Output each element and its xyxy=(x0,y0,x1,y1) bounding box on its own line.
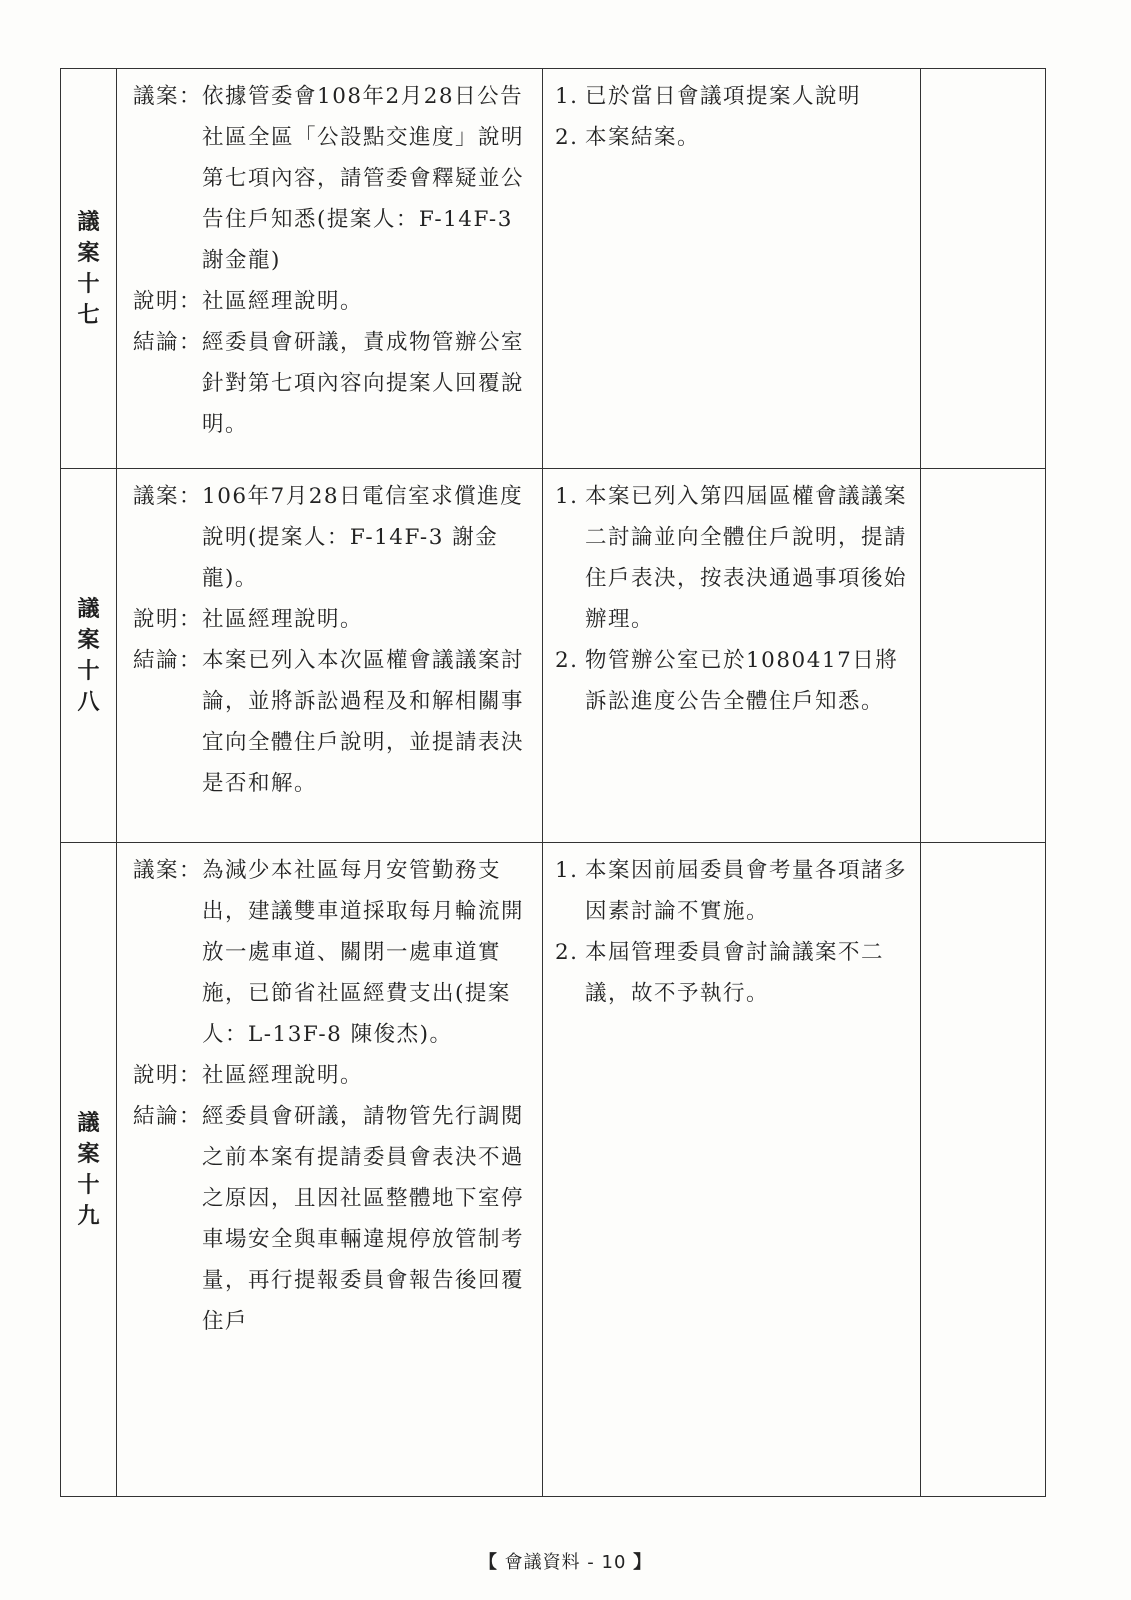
table-row xyxy=(61,843,1046,1497)
conclusion-text: 本案已列入本次區權會議議案討論，並將訴訟過程及和解相關事宜向全體住戶說明，並提請表決是否和解。 xyxy=(202,648,525,796)
note-number: 1. xyxy=(555,484,579,509)
proposal-item xyxy=(133,850,530,1055)
page-footer xyxy=(0,1548,1131,1574)
row-label: 議案十九 xyxy=(77,1109,100,1229)
explain-key: 說明： xyxy=(133,1063,203,1088)
notes-cell xyxy=(543,843,921,1497)
note-number: 1. xyxy=(555,858,579,883)
table-row xyxy=(61,469,1046,843)
notes-cell xyxy=(543,69,921,469)
note-item xyxy=(555,476,908,640)
remarks-cell xyxy=(921,69,1046,469)
conclusion-key: 結論： xyxy=(133,1104,203,1129)
explain-text: 社區經理說明。 xyxy=(202,1063,364,1088)
conclusion-text: 經委員會研議，責成物管辦公室針對第七項內容向提案人回覆說明。 xyxy=(202,330,525,437)
conclusion-key: 結論： xyxy=(133,330,203,355)
remarks-cell xyxy=(921,469,1046,843)
note-number: 1. xyxy=(555,84,579,109)
note-item xyxy=(555,76,908,117)
proposal-key: 議案： xyxy=(133,84,203,109)
minutes-table xyxy=(60,68,1046,1497)
conclusion-item xyxy=(133,640,530,804)
row-label: 議案十七 xyxy=(77,208,100,328)
proposal-item xyxy=(133,76,530,281)
explain-item xyxy=(133,599,530,640)
note-text: 本案已列入第四屆區權會議議案二討論並向全體住戶說明，提請住戶表決，按表決通過事項後始辦理。 xyxy=(585,484,908,632)
notes-cell xyxy=(543,469,921,843)
explain-text: 社區經理說明。 xyxy=(202,289,364,314)
footer-open-bracket: 【 xyxy=(478,1552,498,1573)
note-number: 2. xyxy=(555,940,579,965)
proposal-key: 議案： xyxy=(133,484,203,509)
note-text: 已於當日會議項提案人說明 xyxy=(585,84,862,109)
proposal-key: 議案： xyxy=(133,858,203,883)
proposal-item xyxy=(133,476,530,599)
note-text: 物管辦公室已於1080417日將訴訟進度公告全體住戶知悉。 xyxy=(585,648,899,714)
note-number: 2. xyxy=(555,125,579,150)
note-text: 本案結案。 xyxy=(585,125,701,150)
explain-item xyxy=(133,281,530,322)
conclusion-text: 經委員會研議，請物管先行調閱之前本案有提請委員會表決不過之原因，且因社區整體地下室停車場安全與車輛違規停放管制考量，再行提報委員會報告後回覆住戶 xyxy=(202,1104,525,1334)
note-text: 本案因前屆委員會考量各項諸多因素討論不實施。 xyxy=(585,858,908,924)
note-number: 2. xyxy=(555,648,579,673)
content-cell xyxy=(117,69,543,469)
content-cell xyxy=(117,469,543,843)
note-item xyxy=(555,850,908,932)
explain-item xyxy=(133,1055,530,1096)
conclusion-key: 結論： xyxy=(133,648,203,673)
proposal-text: 106年7月28日電信室求償進度說明(提案人：F-14F-3 謝金龍)。 xyxy=(202,484,524,591)
note-item xyxy=(555,117,908,158)
footer-text: 會議資料 - 10 xyxy=(504,1552,627,1573)
explain-key: 說明： xyxy=(133,289,203,314)
conclusion-item xyxy=(133,1096,530,1342)
proposal-text: 為減少本社區每月安管勤務支出，建議雙車道採取每月輪流開放一處車道、關閉一處車道實施，已節省社區經費支出(提案人：L-13F-8 陳俊杰)。 xyxy=(202,858,525,1047)
row-label-cell xyxy=(61,69,117,469)
content-cell xyxy=(117,843,543,1497)
remarks-cell xyxy=(921,843,1046,1497)
row-label-cell xyxy=(61,469,117,843)
footer-close-bracket: 】 xyxy=(633,1552,653,1573)
note-item xyxy=(555,640,908,722)
explain-key: 說明： xyxy=(133,607,203,632)
conclusion-item xyxy=(133,322,530,445)
row-label-cell xyxy=(61,843,117,1497)
proposal-text: 依據管委會108年2月28日公告社區全區「公設點交進度」說明第七項內容，請管委會釋疑並公告住戶知悉(提案人：F-14F-3 謝金龍) xyxy=(202,84,525,273)
table-row xyxy=(61,69,1046,469)
row-label: 議案十八 xyxy=(77,595,100,715)
note-text: 本屆管理委員會討論議案不二議，故不予執行。 xyxy=(585,940,885,1006)
explain-text: 社區經理說明。 xyxy=(202,607,364,632)
note-item xyxy=(555,932,908,1014)
